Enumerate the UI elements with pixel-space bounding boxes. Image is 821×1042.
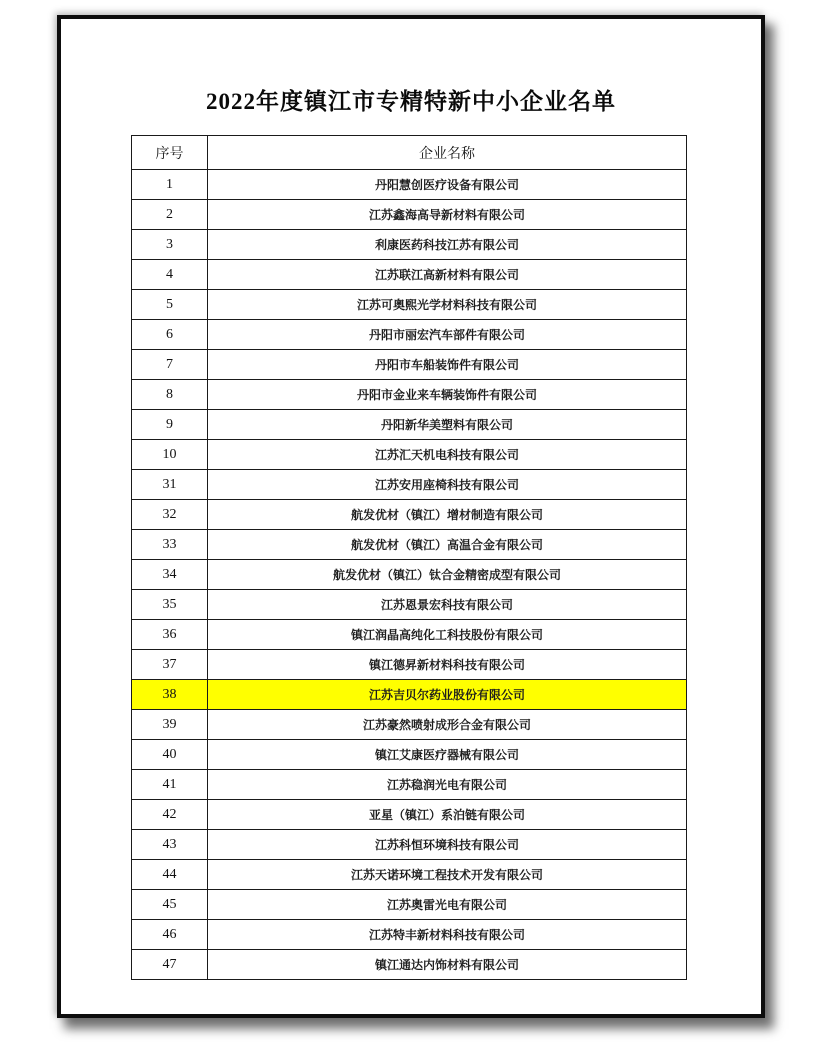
- company-name-cell: 江苏可奥熙光学材料科技有限公司: [208, 290, 687, 320]
- company-name-cell: 江苏稳润光电有限公司: [208, 770, 687, 800]
- table-row: [132, 320, 687, 350]
- table-row: [132, 740, 687, 770]
- company-name-cell: 航发优材（镇江）高温合金有限公司: [208, 530, 687, 560]
- company-name-cell: 江苏豪然喷射成形合金有限公司: [208, 710, 687, 740]
- table-row: [132, 290, 687, 320]
- company-name-cell: 江苏汇天机电科技有限公司: [208, 440, 687, 470]
- header-cell-no: 序号: [132, 136, 208, 170]
- table-row: [132, 410, 687, 440]
- row-number-cell: 38: [132, 680, 208, 710]
- company-name-cell: 江苏科恒环境科技有限公司: [208, 830, 687, 860]
- company-name-cell: 航发优材（镇江）钛合金精密成型有限公司: [208, 560, 687, 590]
- row-number-cell: 43: [132, 830, 208, 860]
- table-row: [132, 470, 687, 500]
- table-row: [132, 530, 687, 560]
- company-name-cell: 丹阳慧创医疗设备有限公司: [208, 170, 687, 200]
- company-name-cell: 江苏安用座椅科技有限公司: [208, 470, 687, 500]
- company-name-cell: 江苏鑫海高导新材料有限公司: [208, 200, 687, 230]
- row-number-cell: 34: [132, 560, 208, 590]
- row-number-cell: 5: [132, 290, 208, 320]
- company-name-cell: 镇江通达内饰材料有限公司: [208, 950, 687, 980]
- row-number-cell: 2: [132, 200, 208, 230]
- table-row: [132, 650, 687, 680]
- row-number-cell: 3: [132, 230, 208, 260]
- table-row: [132, 200, 687, 230]
- table-row: [132, 830, 687, 860]
- company-name-cell: 镇江润晶高纯化工科技股份有限公司: [208, 620, 687, 650]
- table-row: [132, 170, 687, 200]
- row-number-cell: 6: [132, 320, 208, 350]
- company-name-cell: 江苏恩景宏科技有限公司: [208, 590, 687, 620]
- row-number-cell: 45: [132, 890, 208, 920]
- row-number-cell: 40: [132, 740, 208, 770]
- company-name-cell: 江苏特丰新材料科技有限公司: [208, 920, 687, 950]
- row-number-cell: 8: [132, 380, 208, 410]
- company-name-cell: 丹阳市车船装饰件有限公司: [208, 350, 687, 380]
- company-table-container: [131, 135, 687, 980]
- company-table: [131, 135, 687, 980]
- table-row: [132, 710, 687, 740]
- page-title: 2022年度镇江市专精特新中小企业名单: [206, 89, 616, 114]
- table-row: [132, 890, 687, 920]
- row-number-cell: 35: [132, 590, 208, 620]
- company-name-cell: 亚星（镇江）系泊链有限公司: [208, 800, 687, 830]
- row-number-cell: 7: [132, 350, 208, 380]
- company-name-cell: 利康医药科技江苏有限公司: [208, 230, 687, 260]
- row-number-cell: 32: [132, 500, 208, 530]
- table-row-highlighted: [132, 680, 687, 710]
- table-row: [132, 590, 687, 620]
- company-name-cell: 镇江艾康医疗器械有限公司: [208, 740, 687, 770]
- row-number-cell: 37: [132, 650, 208, 680]
- table-row: [132, 770, 687, 800]
- document-page: [57, 15, 765, 1018]
- table-row: [132, 920, 687, 950]
- company-name-cell: 江苏吉贝尔药业股份有限公司: [208, 680, 687, 710]
- company-name-cell: 航发优材（镇江）增材制造有限公司: [208, 500, 687, 530]
- table-row: [132, 560, 687, 590]
- company-name-cell: 镇江德昇新材料科技有限公司: [208, 650, 687, 680]
- row-number-cell: 36: [132, 620, 208, 650]
- row-number-cell: 39: [132, 710, 208, 740]
- row-number-cell: 4: [132, 260, 208, 290]
- company-name-cell: 丹阳市丽宏汽车部件有限公司: [208, 320, 687, 350]
- company-name-cell: 丹阳新华美塑料有限公司: [208, 410, 687, 440]
- table-row: [132, 500, 687, 530]
- table-row: [132, 800, 687, 830]
- company-table-body: [132, 170, 687, 980]
- row-number-cell: 33: [132, 530, 208, 560]
- table-row: [132, 950, 687, 980]
- table-row: [132, 230, 687, 260]
- company-name-cell: 丹阳市金业来车辆装饰件有限公司: [208, 380, 687, 410]
- row-number-cell: 42: [132, 800, 208, 830]
- table-row: [132, 350, 687, 380]
- table-row: [132, 380, 687, 410]
- row-number-cell: 1: [132, 170, 208, 200]
- row-number-cell: 47: [132, 950, 208, 980]
- row-number-cell: 10: [132, 440, 208, 470]
- header-cell-company-name: 企业名称: [208, 136, 687, 170]
- row-number-cell: 46: [132, 920, 208, 950]
- company-name-cell: 江苏联江高新材料有限公司: [208, 260, 687, 290]
- table-row: [132, 440, 687, 470]
- company-name-cell: 江苏奥雷光电有限公司: [208, 890, 687, 920]
- row-number-cell: 9: [132, 410, 208, 440]
- table-row: [132, 860, 687, 890]
- row-number-cell: 44: [132, 860, 208, 890]
- company-name-cell: 江苏天诺环境工程技术开发有限公司: [208, 860, 687, 890]
- table-header-row: [132, 136, 687, 170]
- row-number-cell: 31: [132, 470, 208, 500]
- table-row: [132, 260, 687, 290]
- row-number-cell: 41: [132, 770, 208, 800]
- table-row: [132, 620, 687, 650]
